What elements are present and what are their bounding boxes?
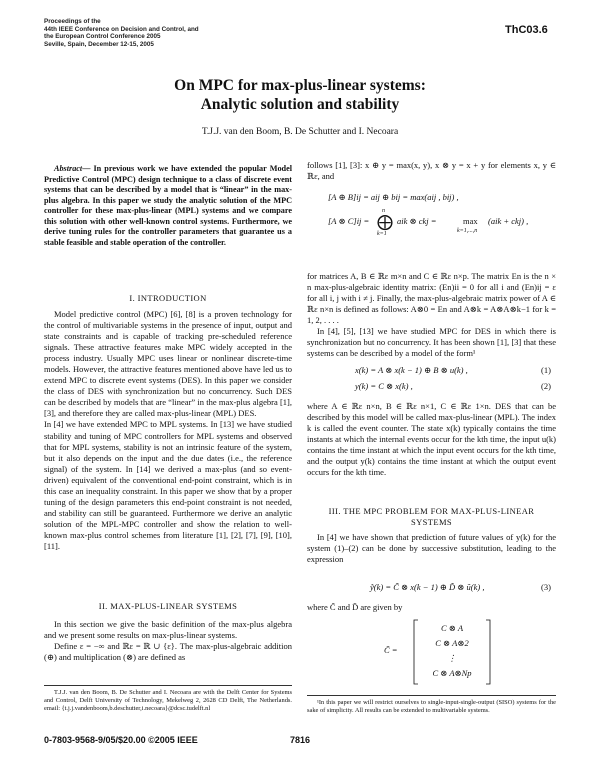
section-heading-max-plus-linear: II. MAX-PLUS-LINEAR SYSTEMS — [98, 601, 238, 611]
eq-sum-upper: n — [382, 208, 385, 214]
eq-max: max — [463, 216, 478, 226]
equation-3-number: (3) — [541, 582, 551, 592]
paragraph: for matrices A, B ∈ ℝε m×n and C ∈ ℝε n×p. The matrix En is the n × n max-plus-algebraic identity matrix: (En)ii = 0 for all i and (En)ij = ε for all i, j with i ≠ j. Finally, the max-plus-algebraic matrix power of A ∈ ℝε n×n is defined as follows: A⊗0 = En and A⊗k = A⊗A⊗k−1 for k = 1, 2, . . . . — [307, 271, 556, 326]
matrix-row: C ⊗ A⊗2 — [435, 638, 469, 648]
paper-title — [0, 76, 600, 114]
paper-authors: T.J.J. van den Boom, B. De Schutter and I. Necoara — [201, 127, 399, 137]
abstract-text: — In previous work we have extended the popular Model Predictive Control (MPC) design technique to a class of discrete event systems that can be described by a model that is “linear” in the max-plus algebra. In this paper we study the analytic solution of the MPC controller for these max-plus-linear (MPL) systems and we compare this solution with other well-known control systems. Furthermore, we derive tuning rules for the controller parameters that guarantee us a stable feasible and stable operation of the controller. — [44, 164, 292, 247]
paragraph: Define ε = −∞ and ℝε = ℝ ∪ {ε}. The max-plus-algebraic addition (⊕) and multiplication (⊗) are defined as — [44, 641, 292, 663]
heading-line: III. THE MPC PROBLEM FOR MAX-PLUS-LINEAR — [328, 506, 535, 516]
introduction-body — [44, 309, 292, 552]
equation-1: x(k) = A ⊗ x(k − 1) ⊕ B ⊗ u(k) , — [355, 365, 468, 375]
footnote-1 — [307, 699, 556, 715]
right-paragraph-6 — [307, 602, 556, 613]
session-code: ThC03.6 — [505, 24, 548, 36]
header-line: 44th IEEE Conference on Decision and Control, and — [44, 25, 199, 33]
paragraph: In [4], [5], [13] we have studied MPC for DES in which there is synchronization but no concurrency. It has been shown [1], [3] that these systems can be described by a model of the form¹ — [307, 326, 556, 359]
header-line: Proceedings of the — [44, 18, 101, 25]
eq-lhs: [A ⊗ C]ij = — [328, 216, 370, 226]
paragraph: where C̃ and D̃ are given by — [307, 602, 403, 612]
matrix-row: C ⊗ A — [440, 623, 464, 633]
equation-2: y(k) = C ⊗ x(k) , — [355, 381, 413, 391]
eq-rhs: (aik + ckj) , — [488, 216, 529, 226]
max-plus-body — [44, 619, 292, 663]
equation-2-number: (2) — [541, 381, 551, 391]
right-paragraph-4 — [307, 401, 556, 478]
matrix-row: C ⊗ A⊗Np — [432, 668, 472, 678]
title-line-2: Analytic solution and stability — [200, 96, 400, 113]
matrix-body — [420, 621, 484, 681]
abstract — [44, 164, 292, 248]
right-paragraph-5 — [307, 532, 556, 565]
footnote-text: ¹In this paper we will restrict ourselves to single-input-single-output (SISO) systems for the sake of simplicity. All results can be extended to multivariable systems. — [307, 699, 556, 715]
paragraph: In [4] we have shown that prediction of future values of y(k) for the system (1)–(2) can be done by successive substitution, leading to the expression — [307, 532, 556, 565]
eq-max-subscript: k=1,...,n — [457, 228, 478, 234]
paragraph: Model predictive control (MPC) [6], [8] is a proven technology for the control of multivariable systems in the presence of input, output and state constraints and is capable of tracking pre-scheduled reference signals. These attractive features make MPC widely accepted in the process industry. Usually MPC uses linear or nonlinear discrete-time models. However, the attractive features mentioned above have led us to extend MPC to discrete event systems (DES). In this paper we consider the class of DES with synchronization but no concurrency. Such DES can be described by models that are “linear” in the max-plus algebra [1], [3], and therefore they are called max-plus-linear (MPL) DES. — [44, 309, 292, 419]
paragraph: follows [1], [3]: x ⊕ y = max(x, y), x ⊗ y = x + y for elements x, y ∈ ℝε, and — [307, 160, 556, 182]
footnote-divider — [307, 695, 556, 696]
paragraph: In [4] we have extended MPC to MPL systems. In [13] we have studied stability and tuning of MPC controllers for MPL systems and observed that for MPL systems, stability is not an intrinsic feature of the system, but it also depends on the input and the due dates (i.e., the reference signal) of the system. In [14] we derived a max-plus (and so event-driven) equivalent of the conventional end-point constraint, which is in this case an inequality constraint. In this paper we show that by a proper tuning of the design parameters this end-point constraint is not needed, and stability can still be guaranteed. Furthermore we derive an analytic solution of the MPL-MPC controller and show the relation to well-known max-plus control schemes from literature [1], [2], [7], [9], [10], [11]. — [44, 419, 292, 551]
matrix-lhs: C̃ = — [384, 645, 398, 655]
footnote-divider — [44, 685, 292, 686]
big-oplus-symbol: ⨁ — [377, 214, 393, 231]
section-heading-mpc-problem — [307, 506, 556, 528]
page-number: 7816 — [290, 735, 311, 745]
right-paragraph-2 — [307, 271, 556, 359]
equation-max-plus-addition: [A ⊕ B]ij = aij ⊕ bij = max(aij , bij) , — [328, 192, 459, 202]
eq-middle: aik ⊗ ckj = — [397, 216, 437, 226]
equation-max-plus-multiplication — [328, 208, 558, 244]
section-heading-introduction: I. INTRODUCTION — [129, 293, 207, 303]
eq-sum-lower: k=1 — [377, 231, 387, 237]
equation-3: ỹ(k) = C̃ ⊗ x(k − 1) ⊕ D̃ ⊗ ũ(k) , — [370, 582, 485, 592]
header-line: the European Control Conference 2005 — [44, 33, 161, 41]
isbn-footer: 0-7803-9568-9/05/$20.00 ©2005 IEEE — [44, 735, 198, 745]
proceedings-header — [44, 18, 199, 48]
paragraph: In this section we give the basic definition of the max-plus algebra and we present some results on max-plus-linear systems. — [44, 619, 292, 641]
header-line: Seville, Spain, December 12-15, 2005 — [44, 40, 154, 48]
equation-1-number: (1) — [541, 365, 551, 375]
abstract-label: Abstract — [54, 164, 83, 173]
matrix-row: ⋮ — [447, 653, 457, 663]
affiliation-text: T.J.J. van den Boom, B. De Schutter and I. Necoara are with the Delft Center for Systems and Control, Delft University of Technology, Mekelweg 2, 2628 CD Delft, The Netherlands. email: {t.j.j.vandenboom,b.deschutter,i.necoara}@dcsc.tudelft.nl — [44, 689, 292, 713]
right-paragraph-1 — [307, 160, 556, 182]
affiliation-footnote — [44, 689, 292, 713]
heading-line: SYSTEMS — [410, 517, 453, 527]
paragraph: where A ∈ ℝε n×n, B ∈ ℝε n×1, C ∈ ℝε 1×n. DES that can be described by this model will be called max-plus-linear (MPL). The index k is called the event counter. The state x(k) typically contains the time instants at which the internal events occur for the kth time, the input u(k) contains the time instant at which the input event occurs for the kth time, and the output y(k) contains the time instant at which the output event occurs for the kth time. — [307, 401, 556, 478]
title-line-1: On MPC for max-plus-linear systems: — [174, 77, 426, 94]
